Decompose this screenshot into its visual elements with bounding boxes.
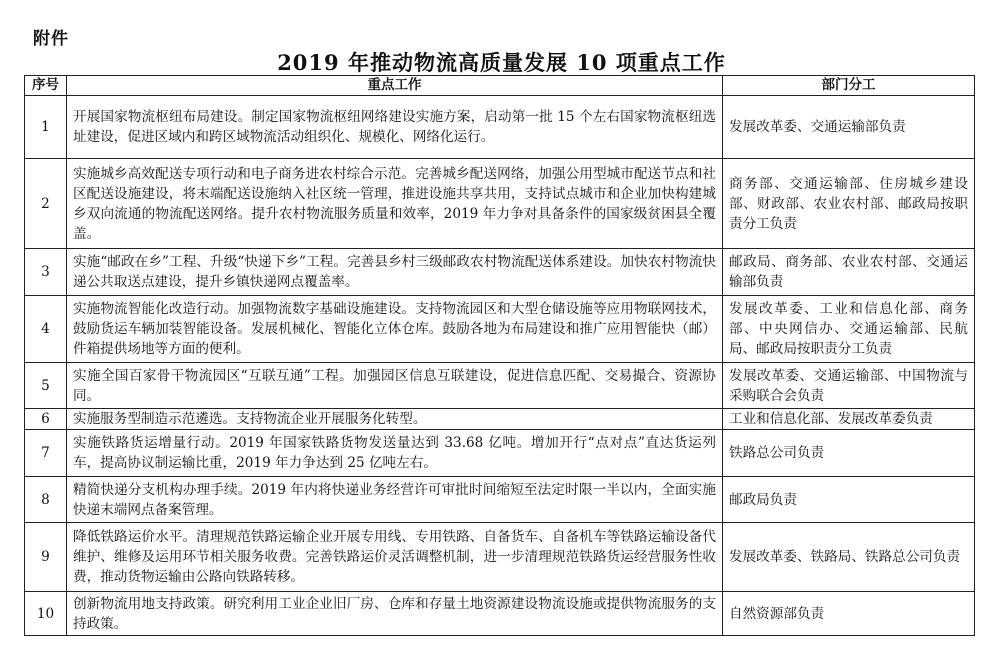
row-key-work: 开展国家物流枢纽布局建设。制定国家物流枢纽网络建设实施方案，启动第一批 15 个左右国家物流枢纽选址建设，促进区域内和跨区域物流活动组织化、规模化、网络化运行。 bbox=[67, 96, 723, 159]
row-number: 10 bbox=[25, 592, 67, 636]
row-number: 8 bbox=[25, 477, 67, 523]
table-row bbox=[25, 249, 975, 296]
row-department: 自然资源部负责 bbox=[723, 592, 975, 636]
row-department: 商务部、交通运输部、住房城乡建设部、财政部、农业农村部、邮政局按职责分工负责 bbox=[723, 159, 975, 249]
table-header-row bbox=[25, 76, 975, 96]
page-title: 2019 年推动物流高质量发展 10 项重点工作 bbox=[277, 50, 726, 75]
table-row bbox=[25, 296, 975, 363]
row-department: 发展改革委、工业和信息化部、商务部、中央网信办、交通运输部、民航局、邮政局按职责分工负责 bbox=[723, 296, 975, 363]
table-row bbox=[25, 430, 975, 477]
table-row bbox=[25, 409, 975, 430]
table-row bbox=[25, 592, 975, 636]
row-department: 发展改革委、交通运输部、中国物流与采购联合会负责 bbox=[723, 363, 975, 409]
row-key-work: 降低铁路运价水平。清理规范铁路运输企业开展专用线、专用铁路、自备货车、自备机车等铁路运输设备代维护、维修及运用环节相关服务收费。完善铁路运价灵活调整机制，进一步清理规范铁路货运经营服务性收费，推动货物运输由公路向铁路转移。 bbox=[67, 523, 723, 592]
row-number: 6 bbox=[25, 409, 67, 430]
table-row bbox=[25, 477, 975, 523]
row-key-work: 实施“邮政在乡”工程、升级“快递下乡”工程。完善县乡村三级邮政农村物流配送体系建设。加快农村物流快递公共取送点建设，提升乡镇快递网点覆盖率。 bbox=[67, 249, 723, 296]
header-key-work: 重点工作 bbox=[67, 76, 723, 96]
row-key-work: 实施全国百家骨干物流园区“互联互通”工程。加强园区信息互联建设，促进信息匹配、交易撮合、资源协同。 bbox=[67, 363, 723, 409]
row-number: 1 bbox=[25, 96, 67, 159]
row-department: 邮政局、商务部、农业农村部、交通运输部负责 bbox=[723, 249, 975, 296]
row-number: 4 bbox=[25, 296, 67, 363]
row-key-work: 实施城乡高效配送专项行动和电子商务进农村综合示范。完善城乡配送网络，加强公用型城市配送节点和社区配送设施建设，将末端配送设施纳入社区统一管理，推进设施共享共用，支持试点城市和企业加快构建城乡双向流通的物流配送网络。提升农村物流服务质量和效率，2019 年力争对具备条件的国家级贫困县全覆盖。 bbox=[67, 159, 723, 249]
row-number: 7 bbox=[25, 430, 67, 477]
row-key-work: 实施服务型制造示范遴选。支持物流企业开展服务化转型。 bbox=[67, 409, 723, 430]
row-number: 9 bbox=[25, 523, 67, 592]
row-key-work: 精简快递分支机构办理手续。2019 年内将快递业务经营许可审批时间缩短至法定时限一半以内，全面实施快递末端网点备案管理。 bbox=[67, 477, 723, 523]
key-tasks-table bbox=[24, 75, 975, 636]
table-row bbox=[25, 523, 975, 592]
row-department: 邮政局负责 bbox=[723, 477, 975, 523]
attachment-label: 附件 bbox=[33, 29, 69, 49]
row-number: 5 bbox=[25, 363, 67, 409]
row-department: 发展改革委、铁路局、铁路总公司负责 bbox=[723, 523, 975, 592]
table-row bbox=[25, 96, 975, 159]
row-department: 发展改革委、交通运输部负责 bbox=[723, 96, 975, 159]
header-department: 部门分工 bbox=[723, 76, 975, 96]
row-number: 3 bbox=[25, 249, 67, 296]
row-department: 铁路总公司负责 bbox=[723, 430, 975, 477]
row-key-work: 创新物流用地支持政策。研究利用工业企业旧厂房、仓库和存量土地资源建设物流设施或提供物流服务的支持政策。 bbox=[67, 592, 723, 636]
header-number: 序号 bbox=[25, 76, 67, 96]
row-key-work: 实施铁路货运增量行动。2019 年国家铁路货物发送量达到 33.68 亿吨。增加开行“点对点”直达货运列车，提高协议制运输比重，2019 年力争达到 25 亿吨左右。 bbox=[67, 430, 723, 477]
table-row bbox=[25, 159, 975, 249]
row-number: 2 bbox=[25, 159, 67, 249]
row-department: 工业和信息化部、发展改革委负责 bbox=[723, 409, 975, 430]
row-key-work: 实施物流智能化改造行动。加强物流数字基础设施建设。支持物流园区和大型仓储设施等应用物联网技术，鼓励货运车辆加装智能设备。发展机械化、智能化立体仓库。鼓励各地为布局建设和推广应用智能快（邮）件箱提供场地等方面的便利。 bbox=[67, 296, 723, 363]
table-row bbox=[25, 363, 975, 409]
